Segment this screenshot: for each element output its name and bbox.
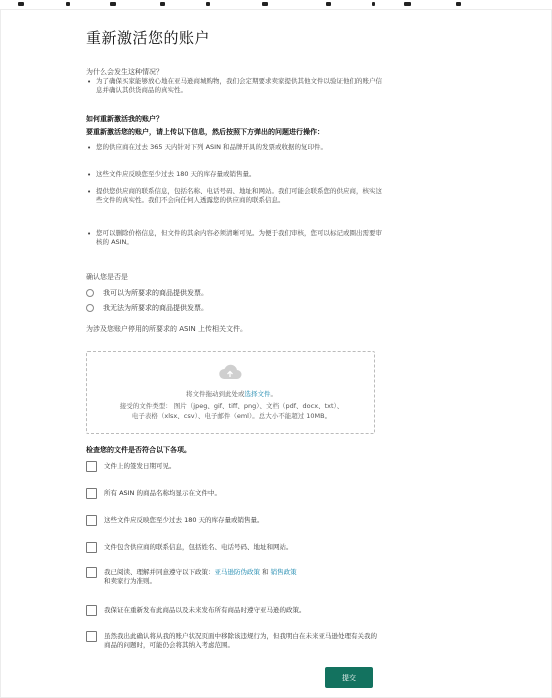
anti-counterfeit-policy-link[interactable]: 亚马逊防伪政策 xyxy=(214,568,260,576)
file-drop-zone[interactable] xyxy=(86,351,375,434)
check-180-days[interactable] xyxy=(86,515,381,526)
check-future-compliance[interactable] xyxy=(86,605,381,616)
how-bullet-4: • 您可以删除价格信息，但文件的其余内容必须清晰可见。为便于我们审核，您可以标记或圈出需要审核的 ASIN。 xyxy=(86,229,386,248)
submit-button[interactable]: 提交 xyxy=(325,667,373,688)
select-file-link[interactable]: 选择文件 xyxy=(244,390,271,398)
radio-label: 我无法为所要求的商品提供发票。 xyxy=(103,304,208,312)
check-policy-agreement[interactable] xyxy=(86,567,381,587)
checklist-heading: 检查您的文件是否符合以下各项。 xyxy=(86,446,191,454)
check-label: 虽然我出此确认将从我的账户状况页面中移除该违规行为，但我明白在未来亚马逊处理有关我的商品的问题时，可能仍会将其纳入考虑范围。 xyxy=(104,632,377,650)
check-label: 文件包含供应商的联系信息，包括姓名、电话号码、地址和网站。 xyxy=(104,543,293,551)
cloud-upload-icon xyxy=(218,364,242,380)
radio-cannot-provide-invoice[interactable] xyxy=(86,303,208,313)
check-asin-names[interactable] xyxy=(86,488,381,499)
check-label: 我保证在重新发布此商品以及未来发布所有商品时遵守亚马逊的政策。 xyxy=(104,606,306,614)
radio-label: 我可以为所要求的商品提供发票。 xyxy=(103,289,208,297)
drag-text-line xyxy=(87,390,376,399)
radio-button[interactable] xyxy=(86,289,94,297)
check-supplier-contact[interactable] xyxy=(86,542,381,553)
how-bullet-3: • 提供您供应商的联系信息，包括名称、电话号码、地址和网站。我们可能会联系您的供应商，核实这些文件的真实性。我们不会向任何人透露您的供应商的联系信息。 xyxy=(86,187,386,206)
radio-button[interactable] xyxy=(86,304,94,312)
policy-tail: 和卖家行为准则。 xyxy=(104,577,156,586)
check-label: 文件上的签发日期可见。 xyxy=(104,462,176,470)
checkbox[interactable] xyxy=(86,542,97,553)
policy-and: 和 xyxy=(260,568,271,576)
how-bullet-2: • 这些文件应反映您至少过去 180 天的库存量或销售量。 xyxy=(86,170,386,179)
check-label-policy xyxy=(104,567,297,587)
upload-heading: 为涉及您账户停用的所要求的 ASIN 上传相关文件。 xyxy=(86,325,247,333)
checkbox[interactable] xyxy=(86,461,97,472)
drag-suffix: 。 xyxy=(270,390,277,398)
checkbox[interactable] xyxy=(86,631,97,642)
check-label: 所有 ASIN 的商品名称均显示在文件中。 xyxy=(104,489,221,497)
file-types-line-1: 接受的文件类型： 图片（jpeg、gif、tiff、png）、文档（pdf、docx、txt）、 xyxy=(119,402,344,410)
drag-text: 将文件拖动到此处或 xyxy=(186,390,245,398)
checkbox[interactable] xyxy=(86,488,97,499)
checkbox[interactable] xyxy=(86,605,97,616)
confirm-heading: 确认您是否是 xyxy=(86,273,128,281)
why-bullet: • 为了确保买家能够放心地在亚马逊商城购物，我们会定期要求卖家提供其他文件以验证他们的账户信息并确认其供货商品的真实性。 xyxy=(86,77,386,96)
how-heading: 如何重新激活我的账户？ xyxy=(86,115,163,123)
check-label: 这些文件应反映您至少过去 180 天的库存量或销售量。 xyxy=(104,516,264,524)
checkbox[interactable] xyxy=(86,515,97,526)
check-acknowledgement[interactable] xyxy=(86,631,381,651)
how-instruction: 要重新激活您的账户，请上传以下信息，然后按照下方弹出的问题进行操作： xyxy=(86,128,324,136)
reactivation-page xyxy=(0,9,552,698)
top-toolbar-strip xyxy=(0,0,552,9)
checkbox[interactable] xyxy=(86,567,97,578)
radio-can-provide-invoice[interactable] xyxy=(86,288,208,298)
page-title: 重新激活您的账户 xyxy=(86,29,211,47)
why-heading: 为什么会发生这种情况？ xyxy=(86,68,163,76)
selling-policy-link[interactable]: 销售政策 xyxy=(270,568,297,576)
how-bullet-1: • 您的供应商在过去 365 天内针对下列 ASIN 和品牌开具的发票或收据的复印件。 xyxy=(86,143,386,152)
check-issue-date[interactable] xyxy=(86,461,381,472)
file-types-line-2: 电子表格（xlsx、csv）、电子邮件（eml）。总大小不能超过 10MB。 xyxy=(131,412,332,420)
policy-text: 我已阅读、理解并同意遵守以下政策： xyxy=(104,568,215,576)
